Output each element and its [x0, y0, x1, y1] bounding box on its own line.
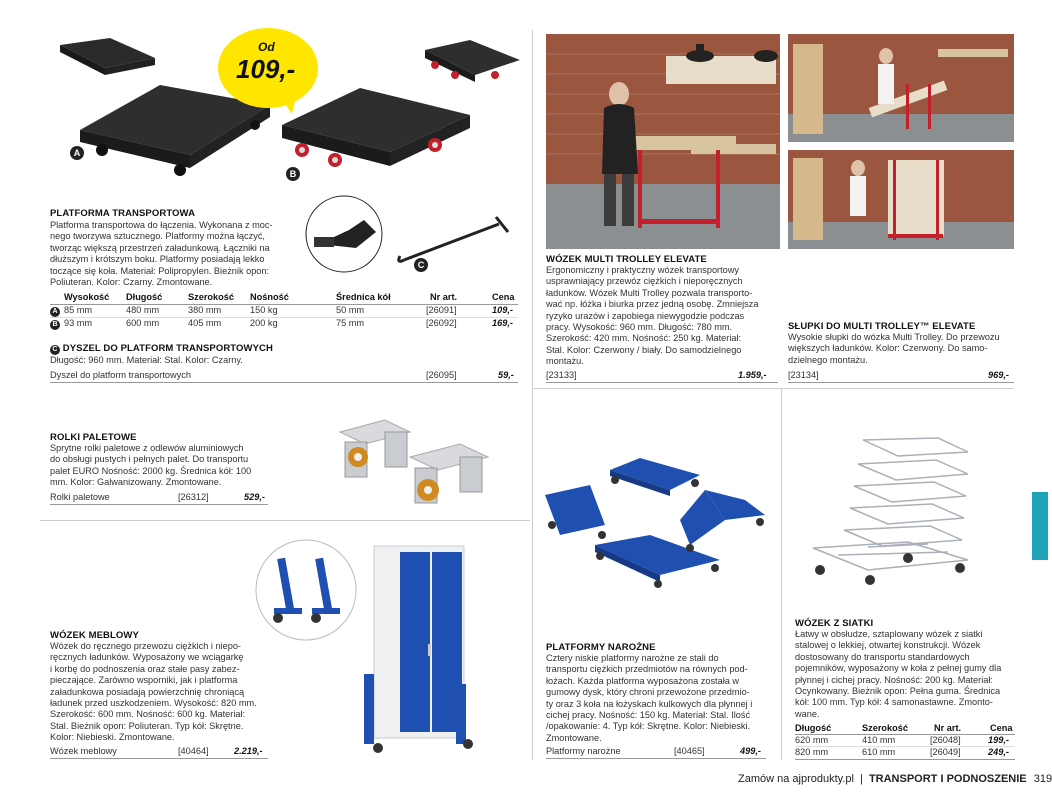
section-tab-marker — [1032, 492, 1048, 560]
furniture-dolly-description: Wózek do ręcznego przewozu ciężkich i niepo- ręcznych ładunków. Wyposażony we wciągarkę i korbę do podnoszenia oraz stałe pasy zabez- pieczające. Zarówno wsporniki, jak i platforma załadunkowa posiadają powierzchnię chroniącą ładunek przed uszkodzeniem. Wysokość: 820 mm. Szerokość: 600 mm. Nośność: 600 kg. Materiał: Stal. Bieżnik opon: Poliuteran. Typ kół: Skrętne. Kolor: Niebieski. Zmontowane. — [50, 641, 257, 743]
furniture-dolly-detail-image — [254, 538, 358, 642]
price-badge-value: 109,- — [236, 54, 296, 84]
footer-site: Zamów na ajprodukty.pl — [738, 773, 854, 785]
price-badge-prefix: Od — [258, 40, 275, 54]
elevate-posts-photo-top — [788, 34, 1014, 142]
drawbar-description: Długość: 960 mm. Materiał: Stal. Kolor: Czarny. — [50, 355, 243, 365]
footer-separator: | — [860, 773, 863, 785]
page-number: 319 — [1033, 773, 1052, 785]
page-footer — [738, 773, 1052, 785]
elevate-posts-title: SŁUPKI DO MULTI TROLLEY™ ELEVATE — [788, 321, 976, 332]
pallet-rollers-title: ROLKI PALETOWE — [50, 432, 137, 443]
variant-a-marker: A — [70, 146, 84, 160]
mesh-trolley-description: Łatwy w obsłudze, sztaplowany wózek z siatki stalowej o lekkiej, otwartej konstrukcji. Wózek dostosowany do transportu standardowych pojemników, wyposażony w koła z pełnej gumy dla płynnej i cichej pracy. Nośność: 200 kg. Materiał: Ocynkowany. Bieżnik opon: Pełna guma. Średnica kół: 100 mm. Typ kół: 4 samonastawne. Zmonto- wane. — [795, 629, 1002, 719]
elevate-posts-photo-bottom — [788, 150, 1014, 249]
corner-platforms-image — [540, 450, 772, 590]
furniture-dolly-cabinet-image — [356, 544, 476, 754]
mesh-trolley-title: WÓZEK Z SIATKI — [795, 618, 874, 629]
footer-section: TRANSPORT I PODNOSZENIE — [868, 773, 1027, 785]
variant-b-marker: B — [286, 167, 300, 181]
platform-description: Platforma transportowa do łączenia. Wykonana z moc- nego tworzywa sztucznego. Platformy można łączyć, tworząc większą przestrzeń załadunkową. Łączniki na dłuższym i krótszym boku. Platformy posiadają lekko toczące się koła. Materiał: Polipropylen. Bieżnik opon: Poliuteran. Kolor: Czarny. Zmontowane. — [50, 220, 273, 288]
small-platform-a-image — [60, 38, 155, 75]
multi-trolley-photo — [546, 34, 780, 249]
drawbar-title: C DYSZEL DO PLATFORM TRANSPORTOWYCH — [50, 343, 273, 355]
furniture-dolly-title: WÓZEK MEBLOWY — [50, 630, 139, 641]
corner-platforms-description: Cztery niskie platformy narożne ze stali do transportu ciężkich przedmiotów na równych pod- łożach. Każda platforma wyposażona została w gumowy dysk, który chroni przewożone przedmio- ty oraz 3 koła na łożyskach kulkowych dla płynnej i cichej pracy. Nośność: 150 kg. Materiał: Stal. Ilość /opakowanie: 4. Typ kół: Skrętne. Kolor: Niebieski. Zmontowane. — [546, 653, 753, 743]
variant-c-marker: C — [414, 258, 428, 272]
multi-trolley-description: Ergonomiczny i praktyczny wózek transportowy usprawniający przewóz ciężkich i nieporęcznych ładunków. Wózek Multi Trolley pozwala transporto- wać np. łóżka i biurka przez jedną osobę. Zmniejsza ryzyko urazów i zapobiega niewygodzie podczas pracy. Wysokość: 960 mm. Długość: 780 mm. Szerokość: 420 mm. Nośność: 250 kg. Materiał: Stal. Kolor: Czerwony / biały. Do samodzielnego montażu. — [546, 265, 759, 367]
small-platform-b-image — [425, 40, 520, 82]
elevate-posts-description: Wysokie słupki do wózka Multi Trolley. Do przewozu większych ładunków. Kolor: Czerwony. Do samo- dzielnego montażu. — [788, 332, 1000, 365]
platform-title: PLATFORMA TRANSPORTOWA — [50, 208, 196, 219]
multi-trolley-title: WÓZEK MULTI TROLLEY ELEVATE — [546, 254, 707, 265]
corner-platforms-title: PLATFORMY NAROŻNE — [546, 642, 656, 653]
pallet-rollers-description: Sprytne rolki paletowe z odlewów aluminiowych do obsługi pustych i pełnych palet. Do transportu palet EURO Nośność: 2000 kg. Średnica kół: 100 mm. Kolor: Galwanizowany. Zmontowane. — [50, 443, 252, 488]
mesh-trolley-image — [808, 430, 980, 586]
pallet-rollers-image — [330, 412, 500, 512]
